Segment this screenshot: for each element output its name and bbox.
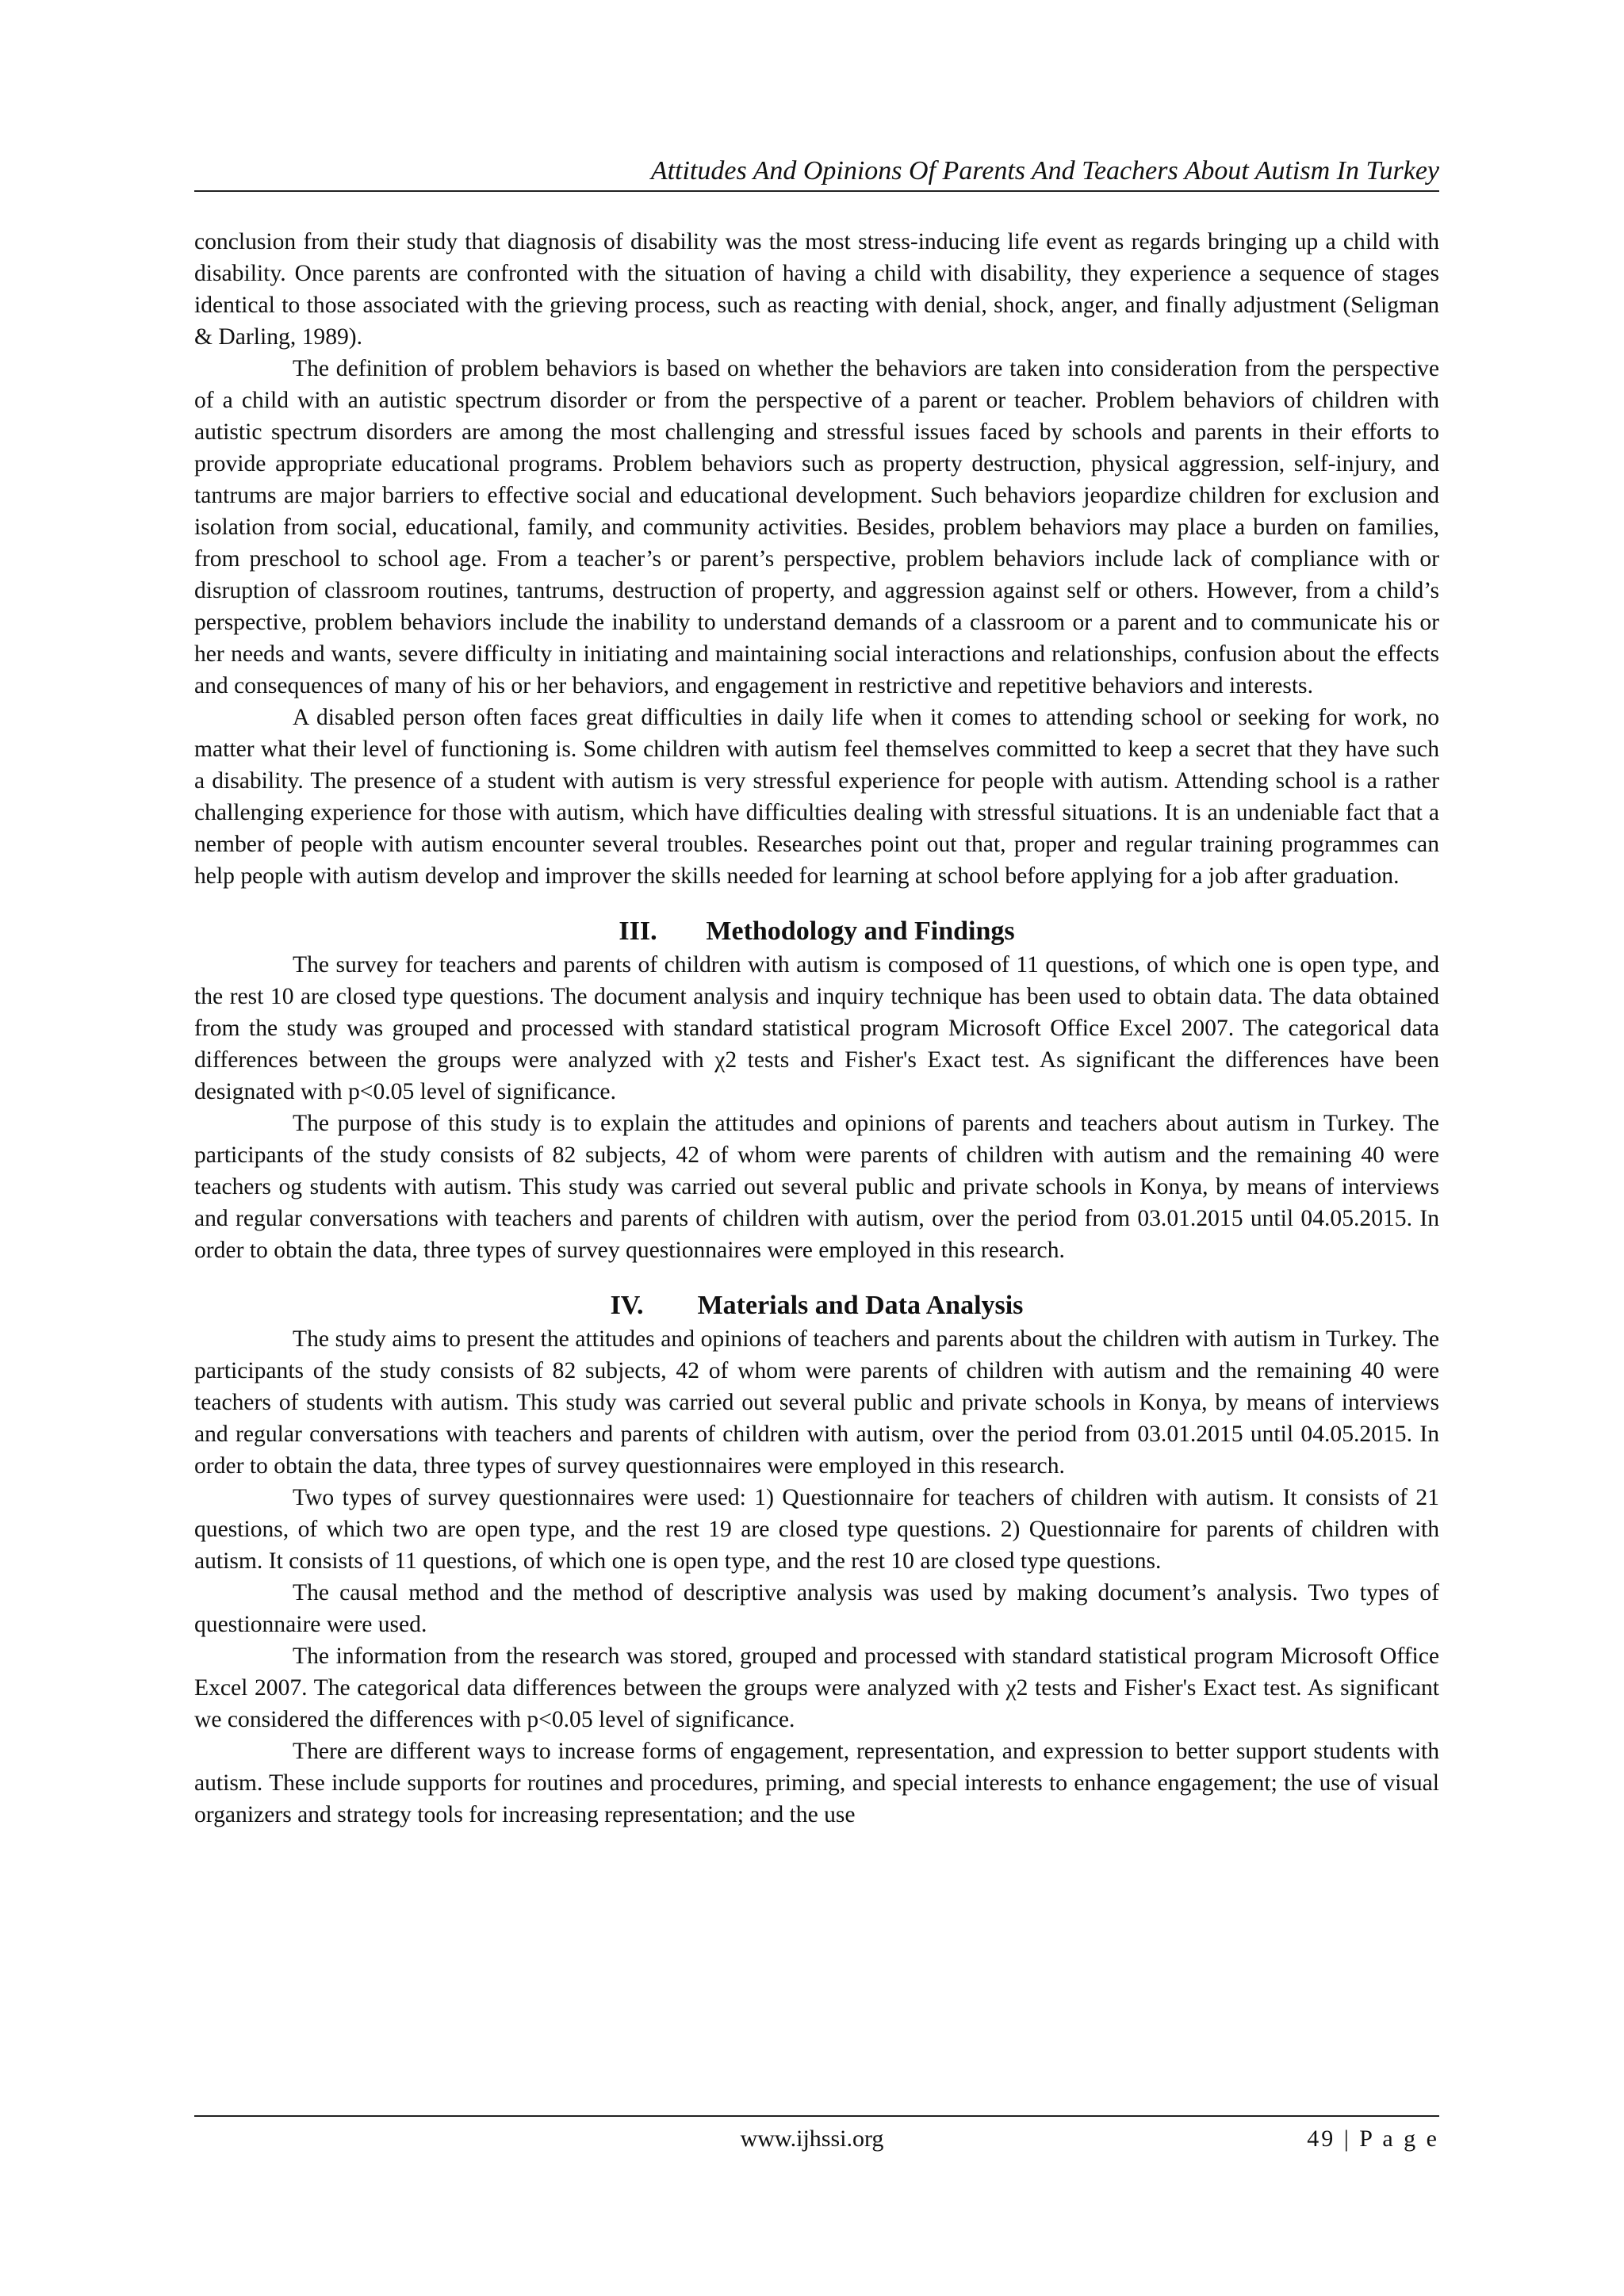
section-heading-materials (194, 1288, 1439, 1323)
paragraph: The purpose of this study is to explain the attitudes and opinions of parents and teachers about autism in Turkey. The participants of the study consists of 82 subjects, 42 of whom were parents of children with autism and the remaining 40 were teachers og students with autism. This study was carried out several public and private schools in Konya, by means of interviews and regular conversations with teachers and parents of children with autism, over the period from 03.01.2015 until 04.05.2015. In order to obtain the data, three types of survey questionnaires were employed in this research. (194, 1111, 1439, 1263)
running-header: Attitudes And Opinions Of Parents And Teachers About Autism In Turkey (650, 156, 1439, 186)
section-number: IV. (610, 1291, 644, 1320)
article-body (194, 226, 1439, 1831)
paragraph: The definition of problem behaviors is based on whether the behaviors are taken into consideration from the perspective of a child with an autistic spectrum disorder or from the perspective of a parent or teacher. Problem behaviors of children with autistic spectrum disorders are among the most challenging and stressful issues faced by schools and parents in their efforts to provide appropriate educational programs. Problem behaviors such as property destruction, physical aggression, self-injury, and tantrums are major barriers to effective social and educational development. Such behaviors jeopardize children for exclusion and isolation from social, educational, family, and community activities. Besides, problem behaviors may place a burden on families, from preschool to school age. From a teacher’s or parent’s perspective, problem behaviors include lack of compliance with or disruption of classroom routines, tantrums, destruction of property, and aggression against self or others. However, from a child’s perspective, problem behaviors include the inability to understand demands of a classroom or a parent and to communicate his or her needs and wants, severe difficulty in initiating and maintaining social interactions and relationships, confusion about the effects and consequences of many of his or her behaviors, and engagement in restrictive and repetitive behaviors and interests. (194, 356, 1439, 698)
section-number: III. (619, 916, 657, 946)
section-title: Materials and Data Analysis (697, 1291, 1024, 1320)
page-number: 49 | P a g e (1307, 2126, 1439, 2152)
paragraph: Two types of survey questionnaires were used: 1) Questionnaire for teachers of children with autism. It consists of 21 questions, of which two are open type, and the rest 19 are closed type questions. 2) Questionnaire for parents of children with autism. It consists of 11 questions, of which one is open type, and the rest 10 are closed type questions. (194, 1485, 1439, 1574)
paragraph: The survey for teachers and parents of children with autism is composed of 11 questions, of which one is open type, and the rest 10 are closed type questions. The document analysis and inquiry technique has been used to obtain data. The data obtained from the study was grouped and processed with standard statistical program Microsoft Office Excel 2007. The categorical data differences between the groups were analyzed with χ2 tests and Fisher's Exact test. As significant the differences have been designated with p<0.05 level of significance. (194, 952, 1439, 1104)
footer-url: www.ijhssi.org (740, 2126, 884, 2152)
paragraph: A disabled person often faces great difficulties in daily life when it comes to attending school or seeking for work, no matter what their level of functioning is. Some children with autism feel themselves committed to keep a secret that they have such a disability. The presence of a student with autism is very stressful experience for people with autism. Attending school is a rather challenging experience for those with autism, which have difficulties dealing with stressful situations. It is an undeniable fact that a nember of people with autism encounter several troubles. Researches point out that, proper and regular training programmes can help people with autism develop and improver the skills needed for learning at school before applying for a job after graduation. (194, 705, 1439, 889)
footer-rule (194, 2115, 1439, 2117)
section-heading-methodology (194, 914, 1439, 949)
header-rule (194, 190, 1439, 192)
paragraph: The information from the research was stored, grouped and processed with standard statistical program Microsoft Office Excel 2007. The categorical data differences between the groups were analyzed with χ2 tests and Fisher's Exact test. As significant we considered the differences with p<0.05 level of significance. (194, 1644, 1439, 1732)
paragraph: The study aims to present the attitudes and opinions of teachers and parents about the children with autism in Turkey. The participants of the study consists of 82 subjects, 42 of whom were parents of children with autism and the remaining 40 were teachers of students with autism. This study was carried out several public and private schools in Konya, by means of interviews and regular conversations with teachers and parents of children with autism, over the period from 03.01.2015 until 04.05.2015. In order to obtain the data, three types of survey questionnaires were employed in this research. (194, 1326, 1439, 1479)
paragraph: The causal method and the method of descriptive analysis was used by making document’s analysis. Two types of questionnaire were used. (194, 1580, 1439, 1637)
paragraph: There are different ways to increase forms of engagement, representation, and expression to better support students with autism. These include supports for routines and procedures, priming, and special interests to enhance engagement; the use of visual organizers and strategy tools for increasing representation; and the use (194, 1739, 1439, 1827)
paragraph: conclusion from their study that diagnosis of disability was the most stress-inducing life event as regards bringing up a child with disability. Once parents are confronted with the situation of having a child with disability, they experience a sequence of stages identical to those associated with the grieving process, such as reacting with denial, shock, anger, and finally adjustment (Seligman & Darling, 1989). (194, 229, 1439, 350)
section-title: Methodology and Findings (706, 916, 1015, 946)
